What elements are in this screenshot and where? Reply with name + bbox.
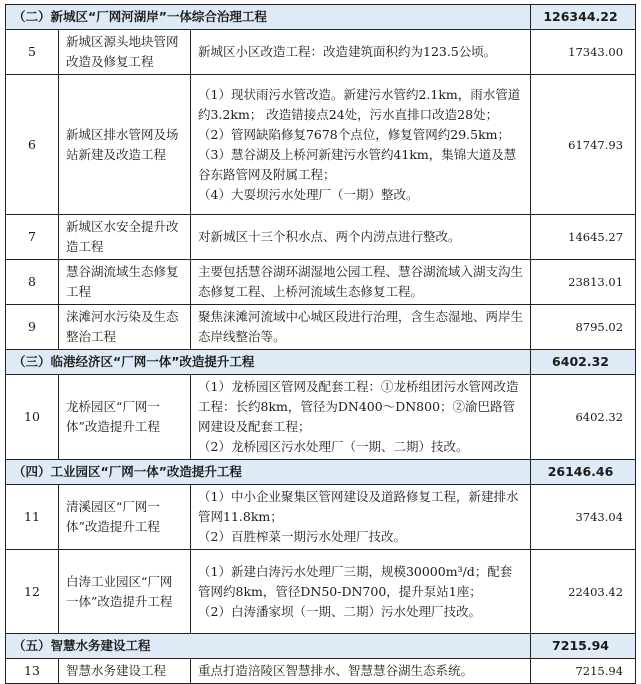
section-amount: 26146.46 [531,460,636,485]
row-number: 13 [6,659,59,684]
row-amount: 3743.04 [531,485,636,550]
row-project-name: 新城区水安全提升改造工程 [59,215,191,260]
section-title: （二）新城区“厂网河湖岸”一体综合治理工程 [6,5,531,30]
row-content [191,659,531,684]
row-project-name: 新城区源头地块管网改造及修复工程 [59,30,191,75]
row-number: 7 [6,215,59,260]
row-number: 8 [6,260,59,305]
table-row [6,260,636,305]
table-row [6,375,636,460]
row-amount: 14645.27 [531,215,636,260]
section-title: （五）智慧水务建设工程 [6,634,531,659]
row-project-name: 白涛工业园区“厂网一体”改造提升工程 [59,550,191,634]
row-project-name: 涞滩河水污染及生态整治工程 [59,305,191,350]
section-row [6,460,636,485]
content-line: （4）大耍坝污水处理厂（一期）整改。 [198,186,419,202]
table-row [6,215,636,260]
table-row [6,550,636,634]
row-amount: 61747.93 [531,75,636,215]
row-amount: 23813.01 [531,260,636,305]
row-content [191,485,531,550]
row-amount: 8795.02 [531,305,636,350]
content-line: 重点打造涪陵区智慧排水、智慧慧谷湖生态系统。 [198,663,474,678]
row-content [191,75,531,215]
row-amount: 17343.00 [531,30,636,75]
row-project-name: 新城区排水管网及场站新建及改造工程 [59,75,191,215]
row-amount: 22403.42 [531,550,636,634]
row-amount: 7215.94 [531,659,636,684]
content-line: 主要包括慧谷湖环湖湿地公园工程、慧谷湖流域入湖支沟生态修复工程、上桥河流域生态修复工程。 [198,264,524,299]
row-number: 10 [6,375,59,460]
section-row [6,634,636,659]
row-project-name: 龙桥园区“厂网一体”改造提升工程 [59,375,191,460]
row-number: 12 [6,550,59,634]
content-line: （2）百胜榨菜一期污水处理厂技改。 [198,529,406,544]
table-row [6,30,636,75]
table-row [6,75,636,215]
content-line: （2）管网缺陷修复7678个点位，修复管网约29.5km； [198,126,511,142]
row-number: 11 [6,485,59,550]
section-amount: 7215.94 [531,634,636,659]
content-line: 对新城区十三个积水点、两个内涝点进行整改。 [198,229,461,244]
row-content [191,550,531,634]
row-project-name: 清溪园区“厂网一体”改造提升工程 [59,485,191,550]
row-project-name: 慧谷湖流域生态修复工程 [59,260,191,305]
row-content [191,305,531,350]
row-content [191,375,531,460]
section-amount: 6402.32 [531,350,636,375]
table-row [6,485,636,550]
content-line: （2）白涛潘家坝（一期、二期）污水处理厂技改。 [198,603,481,619]
section-title: （四）工业园区“厂网一体”改造提升工程 [6,460,531,485]
row-content [191,30,531,75]
row-number: 6 [6,75,59,215]
section-row [6,5,636,30]
content-line: 聚焦涞滩河流域中心城区段进行治理，含生态湿地、两岸生态岸线整治等。 [198,309,524,344]
content-line: （1）中小企业聚集区管网建设及道路修复工程，新建排水管网11.8km； [198,489,519,524]
row-content [191,215,531,260]
row-number: 9 [6,305,59,350]
section-amount: 126344.22 [531,5,636,30]
content-line: （2）龙桥园区污水处理厂（一期、二期）技改。 [198,439,469,454]
row-project-name: 智慧水务建设工程 [59,659,191,684]
content-line: （1）龙桥园区管网及配套工程：①龙桥组团污水管网改造工程：长约8km，管径为DN400～DN800；②渝巴路管网建设及配套工程； [198,379,519,434]
content-line: （1）现状雨污水管改造。新建污水管约2.1km，雨水管道约3.2km； 改造错接点24处，污水直排口改造28处； [198,86,521,122]
table-row [6,305,636,350]
table-row [6,659,636,684]
project-table [5,4,636,684]
section-title: （三）临港经济区“厂网一体”改造提升工程 [6,350,531,375]
content-line: （3）慧谷湖及上桥河新建污水管约41km，集锦大道及慧谷东路管网及附属工程； [198,146,517,182]
row-content [191,260,531,305]
row-number: 5 [6,30,59,75]
content-line: （1）新建白涛污水处理厂三期，规模30000m³/d；配套管网约8km，管径DN50-DN700，提升泵站1座； [198,563,513,599]
row-amount: 6402.32 [531,375,636,460]
section-row [6,350,636,375]
content-line: 新城区小区改造工程：改造建筑面积约为123.5公顷。 [198,44,497,59]
